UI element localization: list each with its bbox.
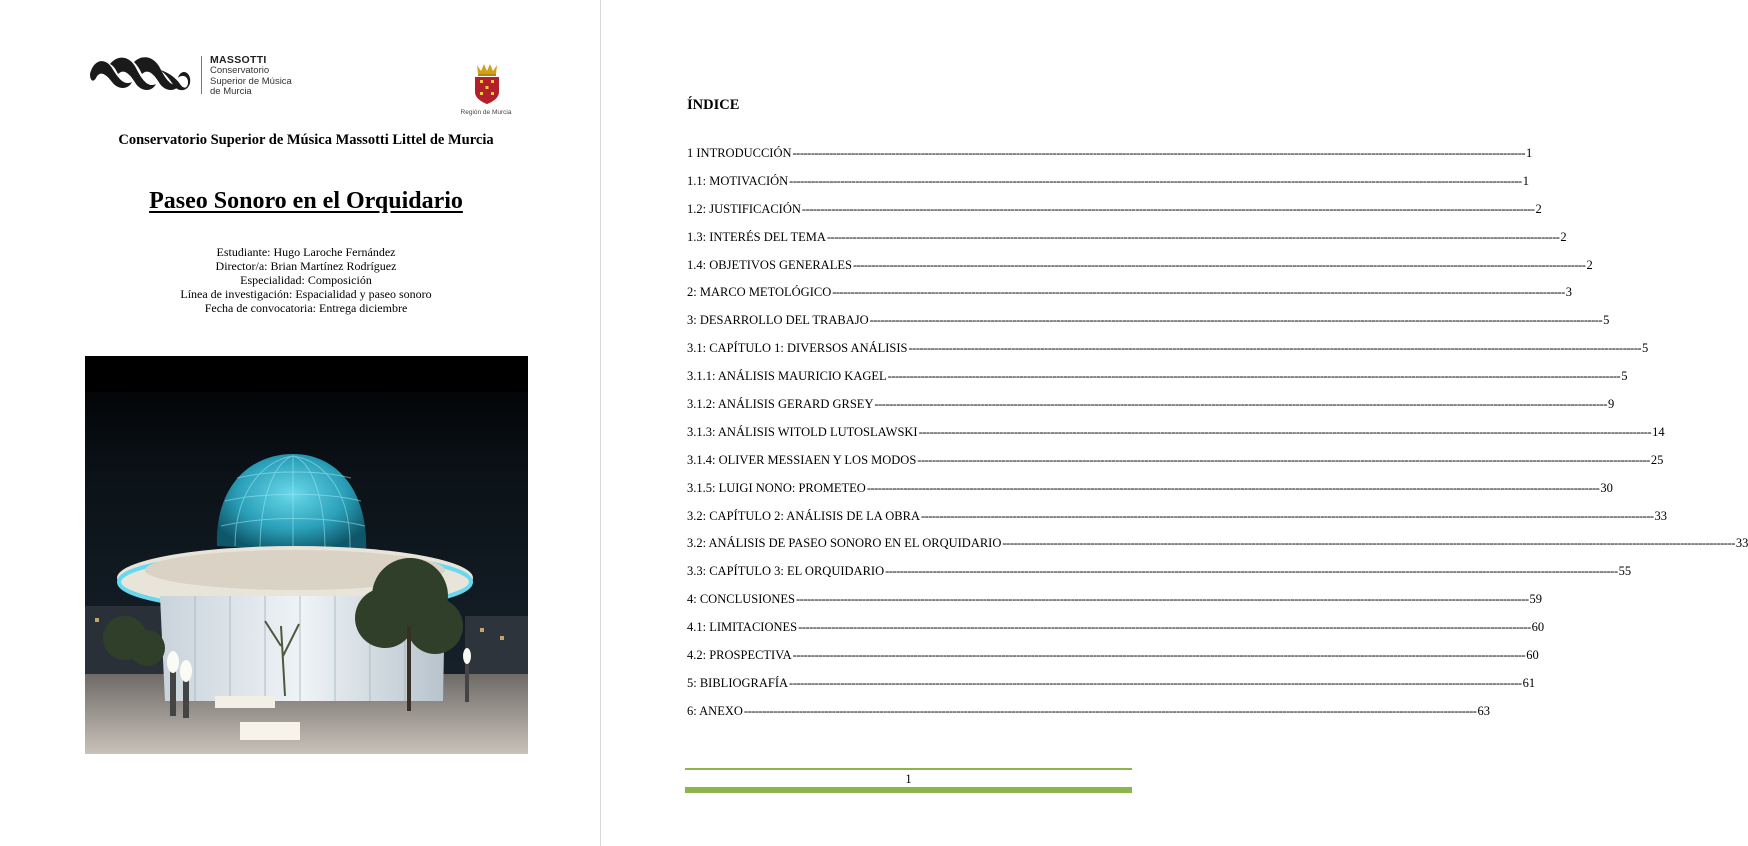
toc-entry[interactable] [687, 480, 1613, 509]
toc-entry-page: 33 [1735, 536, 1748, 551]
document-title: Paseo Sonoro en el Orquidario [149, 188, 463, 214]
toc-entry-label: 1.4: OBJETIVOS GENERALES [687, 257, 852, 272]
toc-entry[interactable] [687, 341, 1649, 369]
region-murcia-crest-icon [470, 62, 504, 106]
toc-leader: -------------------------------------------------------------------------------------------------------------------------------------------------------------------------------------------------------- [801, 201, 1535, 216]
toc-entry-label: 3.1.5: LUIGI NONO: PROMETEO [687, 480, 866, 495]
logo-line: de Murcia [210, 86, 252, 97]
toc-entry-label: 3.3: CAPÍTULO 3: EL ORQUIDARIO [687, 564, 885, 579]
toc-entry[interactable] [687, 564, 1632, 592]
toc-entry-page: 5 [1621, 369, 1628, 384]
toc-leader: -------------------------------------------------------------------------------------------------------------------------------------------------------------------------------------------------------- [866, 480, 1600, 495]
toc-entry-page: 61 [1522, 675, 1536, 690]
toc-entry[interactable] [687, 229, 1567, 258]
toc-entry-page: 2 [1586, 257, 1593, 272]
toc-entry-label: 1.2: JUSTIFICACIÓN [687, 201, 801, 216]
toc-entry-label: 3.2: CAPÍTULO 2: ANÁLISIS DE LA OBRA [687, 508, 920, 523]
toc-leader: -------------------------------------------------------------------------------------------------------------------------------------------------------------------------------------------------------- [869, 313, 1603, 328]
toc-entry-label: 3.1.3: ANÁLISIS WITOLD LUTOSLAWSKI [687, 424, 918, 439]
meta-director: Director/a: Brian Martínez Rodríguez [215, 259, 397, 273]
toc-entry[interactable] [687, 285, 1573, 313]
footer-rule-top [685, 768, 1132, 770]
toc-entry-label: 4: CONCLUSIONES [687, 592, 795, 607]
logo-brand: MASSOTTI [210, 54, 267, 66]
toc-entry-label: 3.1.1: ANÁLISIS MAURICIO KAGEL [687, 369, 887, 384]
toc-entry-label: 3.1.4: OLIVER MESSIAEN Y LOS MODOS [687, 452, 917, 467]
toc-entry[interactable] [687, 146, 1533, 174]
toc-entry-page: 2 [1560, 229, 1567, 244]
toc-entry-label: 1 INTRODUCCIÓN [687, 146, 792, 160]
toc-entry[interactable] [687, 648, 1539, 676]
toc-leader: -------------------------------------------------------------------------------------------------------------------------------------------------------------------------------------------------------- [885, 564, 1618, 579]
toc-leader: -------------------------------------------------------------------------------------------------------------------------------------------------------------------------------------------------------- [743, 703, 1477, 718]
toc-entry-page: 55 [1618, 564, 1632, 579]
toc-leader: -------------------------------------------------------------------------------------------------------------------------------------------------------------------------------------------------------- [789, 173, 1522, 188]
toc-entry[interactable] [687, 201, 1542, 230]
toc-entry-label: 3.2: ANÁLISIS DE PASEO SONORO EN EL ORQUIDARIO [687, 536, 1002, 551]
toc-entry-label: 6: ANEXO [687, 703, 743, 718]
toc-entry-page: 30 [1600, 480, 1613, 495]
toc-entry[interactable] [687, 173, 1529, 202]
toc-heading: ÍNDICE [687, 97, 740, 113]
toc-entry[interactable] [687, 369, 1628, 397]
toc-entry[interactable] [687, 257, 1593, 286]
toc-leader: -------------------------------------------------------------------------------------------------------------------------------------------------------------------------------------------------------- [908, 341, 1642, 356]
toc-entry-label: 2: MARCO METOLÓGICO [687, 285, 832, 300]
toc-leader: -------------------------------------------------------------------------------------------------------------------------------------------------------------------------------------------------------- [798, 620, 1531, 635]
toc-entry[interactable] [687, 675, 1536, 704]
toc-entry-page: 25 [1650, 452, 1664, 467]
toc-leader: -------------------------------------------------------------------------------------------------------------------------------------------------------------------------------------------------------- [917, 452, 1650, 467]
institution-name: Conservatorio Superior de Música Massotti Littel de Murcia [118, 132, 494, 148]
table-of-contents [687, 146, 1748, 732]
logo-text [210, 54, 292, 98]
toc-entry-page: 1 [1526, 146, 1533, 160]
toc-entry[interactable] [687, 452, 1664, 481]
toc-leader: -------------------------------------------------------------------------------------------------------------------------------------------------------------------------------------------------------- [918, 424, 1652, 439]
toc-entry-page: 2 [1535, 201, 1542, 216]
meta-research-line: Línea de investigación: Espacialidad y paseo sonoro [180, 287, 432, 301]
toc-entry[interactable] [687, 313, 1610, 341]
toc-entry-page: 14 [1652, 424, 1665, 439]
toc-leader: -------------------------------------------------------------------------------------------------------------------------------------------------------------------------------------------------------- [792, 648, 1526, 663]
toc-entry[interactable] [687, 703, 1490, 732]
cover-photo-orquidario [85, 356, 528, 754]
toc-entry-page: 59 [1529, 592, 1543, 607]
toc-entry-label: 3.1: CAPÍTULO 1: DIVERSOS ANÁLISIS [687, 341, 908, 356]
toc-entry-page: 63 [1477, 703, 1490, 718]
meta-student: Estudiante: Hugo Laroche Fernández [216, 245, 396, 259]
cover-page [0, 0, 600, 846]
toc-entry[interactable] [687, 424, 1665, 453]
region-logo-label: Región de Murcia [460, 109, 512, 116]
toc-entry-label: 4.2: PROSPECTIVA [687, 648, 792, 663]
footer-page-number: 1 [905, 772, 912, 786]
toc-entry-label: 4.1: LIMITACIONES [687, 620, 798, 635]
toc-entry-label: 5: BIBLIOGRAFÍA [687, 675, 789, 690]
meta-specialty: Especialidad: Composición [240, 273, 372, 287]
toc-entry-label: 1.3: INTERÉS DEL TEMA [687, 229, 826, 244]
toc-leader: -------------------------------------------------------------------------------------------------------------------------------------------------------------------------------------------------------- [1002, 536, 1735, 551]
toc-entry-page: 9 [1608, 397, 1615, 412]
toc-entry-page: 33 [1654, 508, 1668, 523]
cover-metadata [0, 245, 612, 315]
index-page [601, 0, 1748, 846]
toc-leader: -------------------------------------------------------------------------------------------------------------------------------------------------------------------------------------------------------- [874, 397, 1608, 412]
toc-entry-label: 3.1.2: ANÁLISIS GERARD GRSEY [687, 397, 874, 412]
toc-leader: -------------------------------------------------------------------------------------------------------------------------------------------------------------------------------------------------------- [887, 369, 1621, 384]
meta-date: Fecha de convocatoria: Entrega diciembre [204, 301, 408, 315]
toc-entry[interactable] [687, 536, 1748, 564]
toc-leader: -------------------------------------------------------------------------------------------------------------------------------------------------------------------------------------------------------- [796, 592, 1529, 607]
logo-line: Superior de Música [210, 75, 292, 87]
toc-leader: -------------------------------------------------------------------------------------------------------------------------------------------------------------------------------------------------------- [789, 675, 1522, 690]
toc-entry-page: 1 [1522, 173, 1529, 188]
toc-entry[interactable] [687, 620, 1545, 648]
toc-entry-page: 3 [1565, 285, 1573, 300]
toc-leader: -------------------------------------------------------------------------------------------------------------------------------------------------------------------------------------------------------- [921, 508, 1654, 523]
toc-entry-page: 5 [1603, 313, 1610, 328]
toc-entry-page: 60 [1526, 648, 1539, 663]
toc-leader: -------------------------------------------------------------------------------------------------------------------------------------------------------------------------------------------------------- [826, 229, 1560, 244]
logo-divider [201, 56, 202, 94]
toc-leader: -------------------------------------------------------------------------------------------------------------------------------------------------------------------------------------------------------- [792, 146, 1526, 160]
toc-entry[interactable] [687, 508, 1668, 537]
toc-entry-page: 5 [1642, 341, 1649, 356]
logo-line: Conservatorio [210, 65, 270, 76]
toc-entry-label: 1.1: MOTIVACIÓN [687, 173, 789, 188]
toc-entry-label: 3: DESARROLLO DEL TRABAJO [687, 313, 869, 328]
toc-leader: -------------------------------------------------------------------------------------------------------------------------------------------------------------------------------------------------------- [832, 285, 1565, 300]
toc-entry[interactable] [687, 397, 1615, 425]
toc-entry-page: 60 [1531, 620, 1545, 635]
footer-rule-bottom [685, 787, 1132, 793]
toc-leader: -------------------------------------------------------------------------------------------------------------------------------------------------------------------------------------------------------- [852, 257, 1586, 272]
toc-entry[interactable] [687, 592, 1543, 620]
